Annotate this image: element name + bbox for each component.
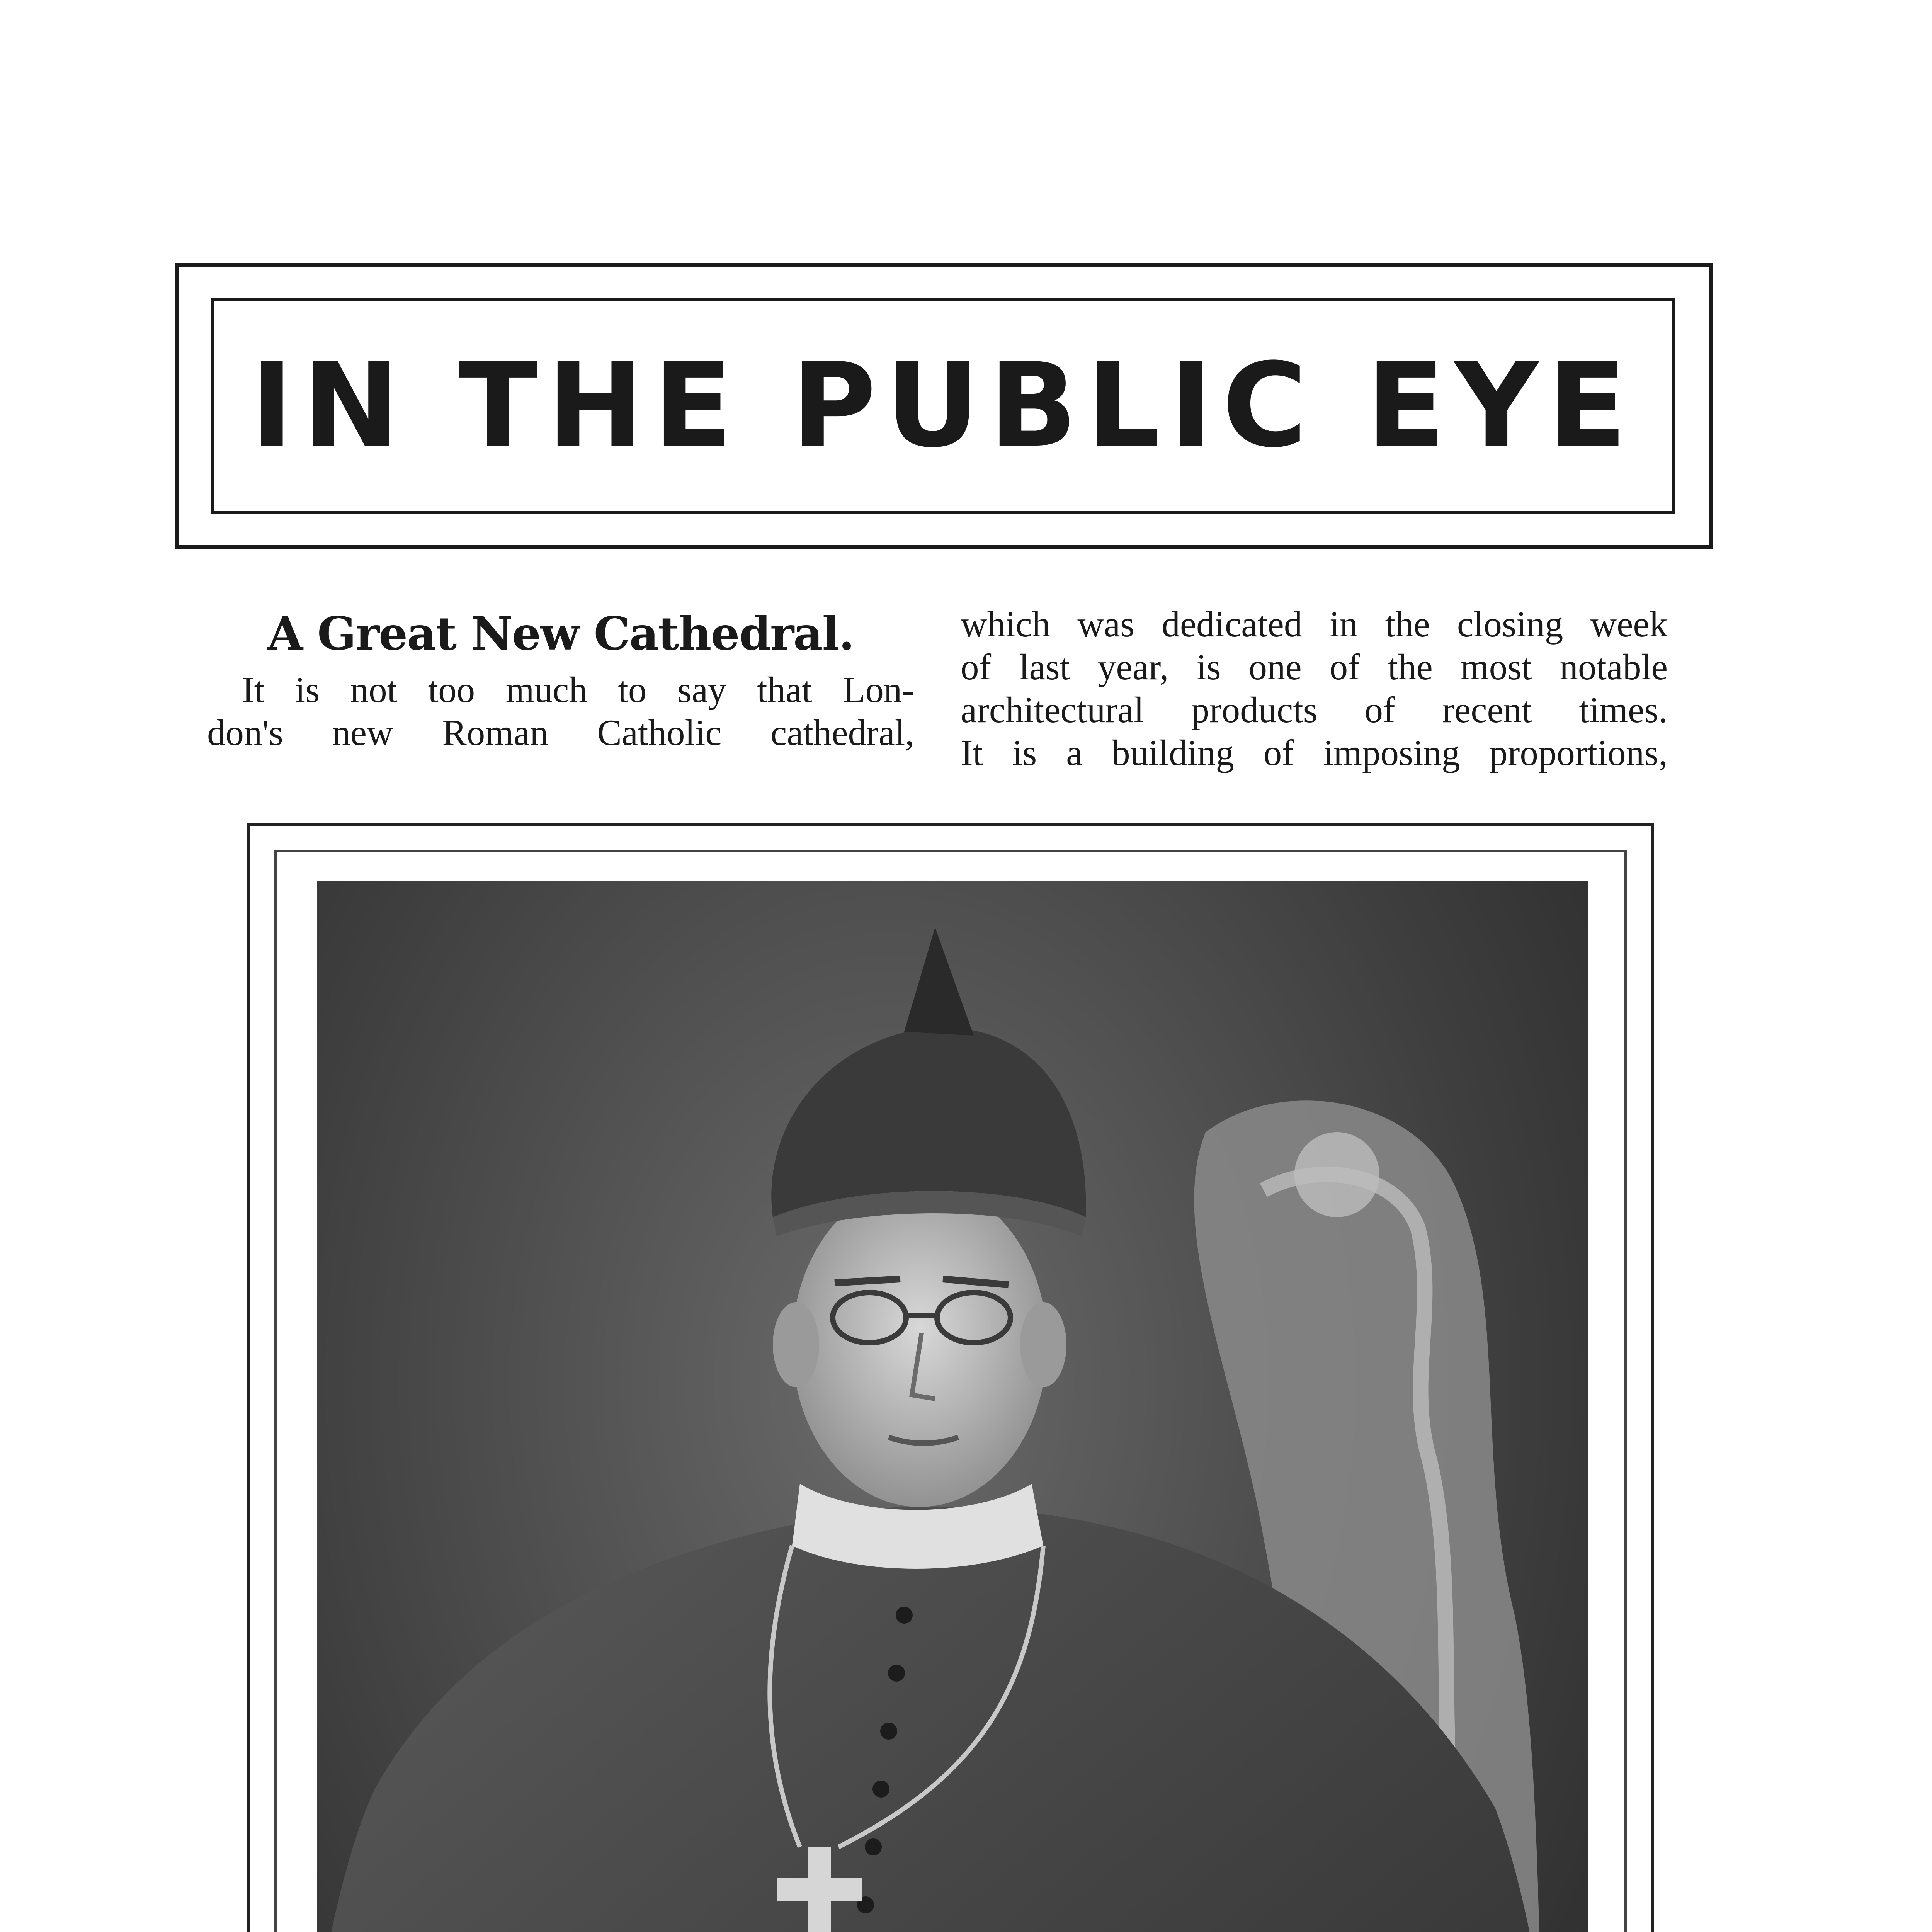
text-line: which was dedicated in the closing week xyxy=(961,604,1668,645)
article-column-right xyxy=(961,603,1668,774)
text-line: of last year, is one of the most notable xyxy=(961,646,1668,687)
article-paragraph-left xyxy=(207,668,914,754)
text-line: architectural products of recent times. xyxy=(961,689,1668,730)
title-box xyxy=(211,298,1675,514)
page-title: IN THE PUBLIC EYE xyxy=(250,338,1636,473)
portrait-photo xyxy=(317,881,1588,1932)
article-column-left xyxy=(207,603,914,754)
archbishop-portrait-illustration xyxy=(317,881,1588,1932)
article-paragraph-right xyxy=(961,603,1668,774)
text-line: don's new Roman Catholic cathedral, xyxy=(207,712,914,753)
text-line: It is not too much to say that Lon- xyxy=(242,669,914,710)
text-line: It is a building of imposing proportions, xyxy=(961,732,1668,773)
article-headline: A Great New Cathedral. xyxy=(267,607,854,660)
